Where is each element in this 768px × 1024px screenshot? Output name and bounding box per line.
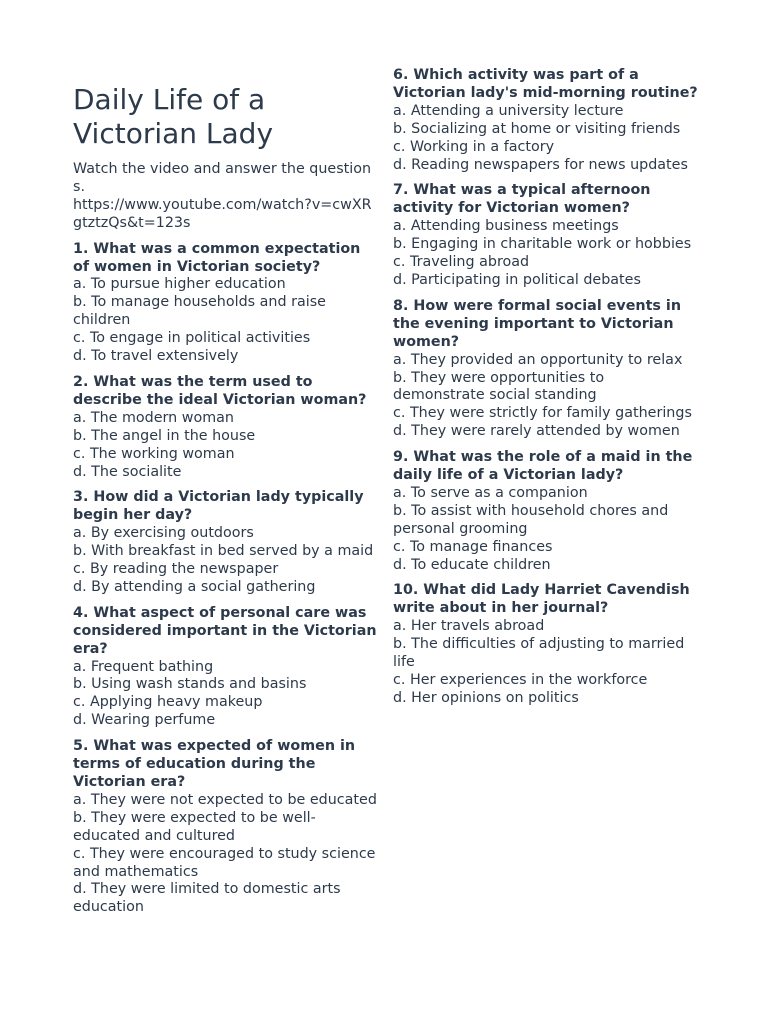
- intro: [73, 161, 378, 233]
- question-1: [73, 241, 378, 366]
- question-7: [393, 182, 698, 289]
- option-a: a. Frequent bathing: [73, 658, 214, 675]
- option-a: a. Attending a university lecture: [393, 102, 624, 119]
- question-text: 9. What was the role of a maid in the daily life of a Victorian lady?: [393, 449, 693, 484]
- option-c: c. By reading the newspaper: [73, 561, 279, 578]
- question-9: [393, 449, 698, 574]
- question-text: 5. What was expected of women in terms of education during the Victorian era?: [73, 738, 356, 790]
- question-text: 10. What did Lady Harriet Cavendish write about in her journal?: [393, 582, 690, 617]
- question-8: [393, 298, 698, 441]
- left-column: [73, 83, 378, 925]
- option-b: b. With breakfast in bed served by a maid: [73, 543, 374, 560]
- option-a: a. They provided an opportunity to relax: [393, 351, 683, 368]
- option-d: d. The socialite: [73, 463, 182, 480]
- question-text: 3. How did a Victorian lady typically begin her day?: [73, 489, 364, 524]
- option-b: b. To manage households and raise children: [73, 294, 326, 329]
- option-c: c. Working in a factory: [393, 138, 555, 155]
- question-text: 6. Which activity was part of a Victorian lady's mid-morning routine?: [393, 67, 698, 101]
- option-c: c. Her experiences in the workforce: [393, 672, 648, 688]
- option-a: a. Her travels abroad: [393, 618, 545, 635]
- option-b: b. Using wash stands and basins: [73, 676, 307, 693]
- option-c: c. Traveling abroad: [393, 254, 530, 271]
- option-d: d. To travel extensively: [73, 348, 239, 365]
- option-b: b. Engaging in charitable work or hobbies: [393, 236, 692, 253]
- question-4: [73, 605, 378, 730]
- question-5: [73, 738, 378, 917]
- option-b: b. To assist with household chores and personal grooming: [393, 502, 669, 537]
- option-b: b. The difficulties of adjusting to married life: [393, 636, 685, 671]
- video-url: https://www.youtube.com/watch?v=cwXRgtztzQs&t=123s: [73, 196, 372, 231]
- question-2: [73, 374, 378, 481]
- option-a: a. They were not expected to be educated: [73, 791, 377, 808]
- option-d: d. Her opinions on politics: [393, 689, 579, 706]
- option-c: c. Applying heavy makeup: [73, 694, 263, 711]
- option-c: c. The working woman: [73, 445, 235, 462]
- option-a: a. The modern woman: [73, 409, 234, 426]
- option-d: d. By attending a social gathering: [73, 578, 316, 595]
- option-b: b. They were expected to be well-educated and cultured: [73, 809, 316, 844]
- option-d: d. To educate children: [393, 556, 551, 573]
- option-b: b. Socializing at home or visiting friends: [393, 120, 681, 137]
- option-b: b. The angel in the house: [73, 427, 256, 444]
- question-text: 4. What aspect of personal care was considered important in the Victorian era?: [73, 604, 377, 657]
- question-10: [393, 582, 698, 707]
- question-text: 1. What was a common expectation of women in Victorian society?: [73, 240, 361, 275]
- option-c: c. To manage finances: [393, 538, 553, 555]
- option-d: d. Participating in political debates: [393, 271, 641, 288]
- question-text: 8. How were formal social events in the evening important to Victorian women?: [393, 297, 681, 350]
- question-6: [393, 67, 698, 174]
- option-d: d. Wearing perfume: [73, 712, 216, 729]
- question-3: [73, 489, 378, 596]
- option-d: d. They were limited to domestic arts education: [73, 881, 341, 916]
- option-c: c. They were strictly for family gatherings: [393, 405, 692, 422]
- option-a: a. Attending business meetings: [393, 218, 619, 235]
- right-column: [393, 67, 698, 716]
- option-a: a. To serve as a companion: [393, 484, 588, 501]
- option-a: a. To pursue higher education: [73, 276, 286, 293]
- page-title: Daily Life of a Victorian Lady: [73, 83, 274, 150]
- option-b: b. They were opportunities to demonstrate social standing: [393, 369, 605, 404]
- option-d: d. They were rarely attended by women: [393, 423, 680, 440]
- question-text: 7. What was a typical afternoon activity for Victorian women?: [393, 182, 651, 217]
- option-d: d. Reading newspapers for news updates: [393, 156, 688, 173]
- option-c: c. To engage in political activities: [73, 330, 311, 347]
- intro-instruction: Watch the video and answer the questions.: [73, 161, 372, 195]
- option-a: a. By exercising outdoors: [73, 525, 254, 542]
- question-text: 2. What was the term used to describe the ideal Victorian woman?: [73, 373, 367, 408]
- option-c: c. They were encouraged to study science and mathematics: [73, 845, 376, 880]
